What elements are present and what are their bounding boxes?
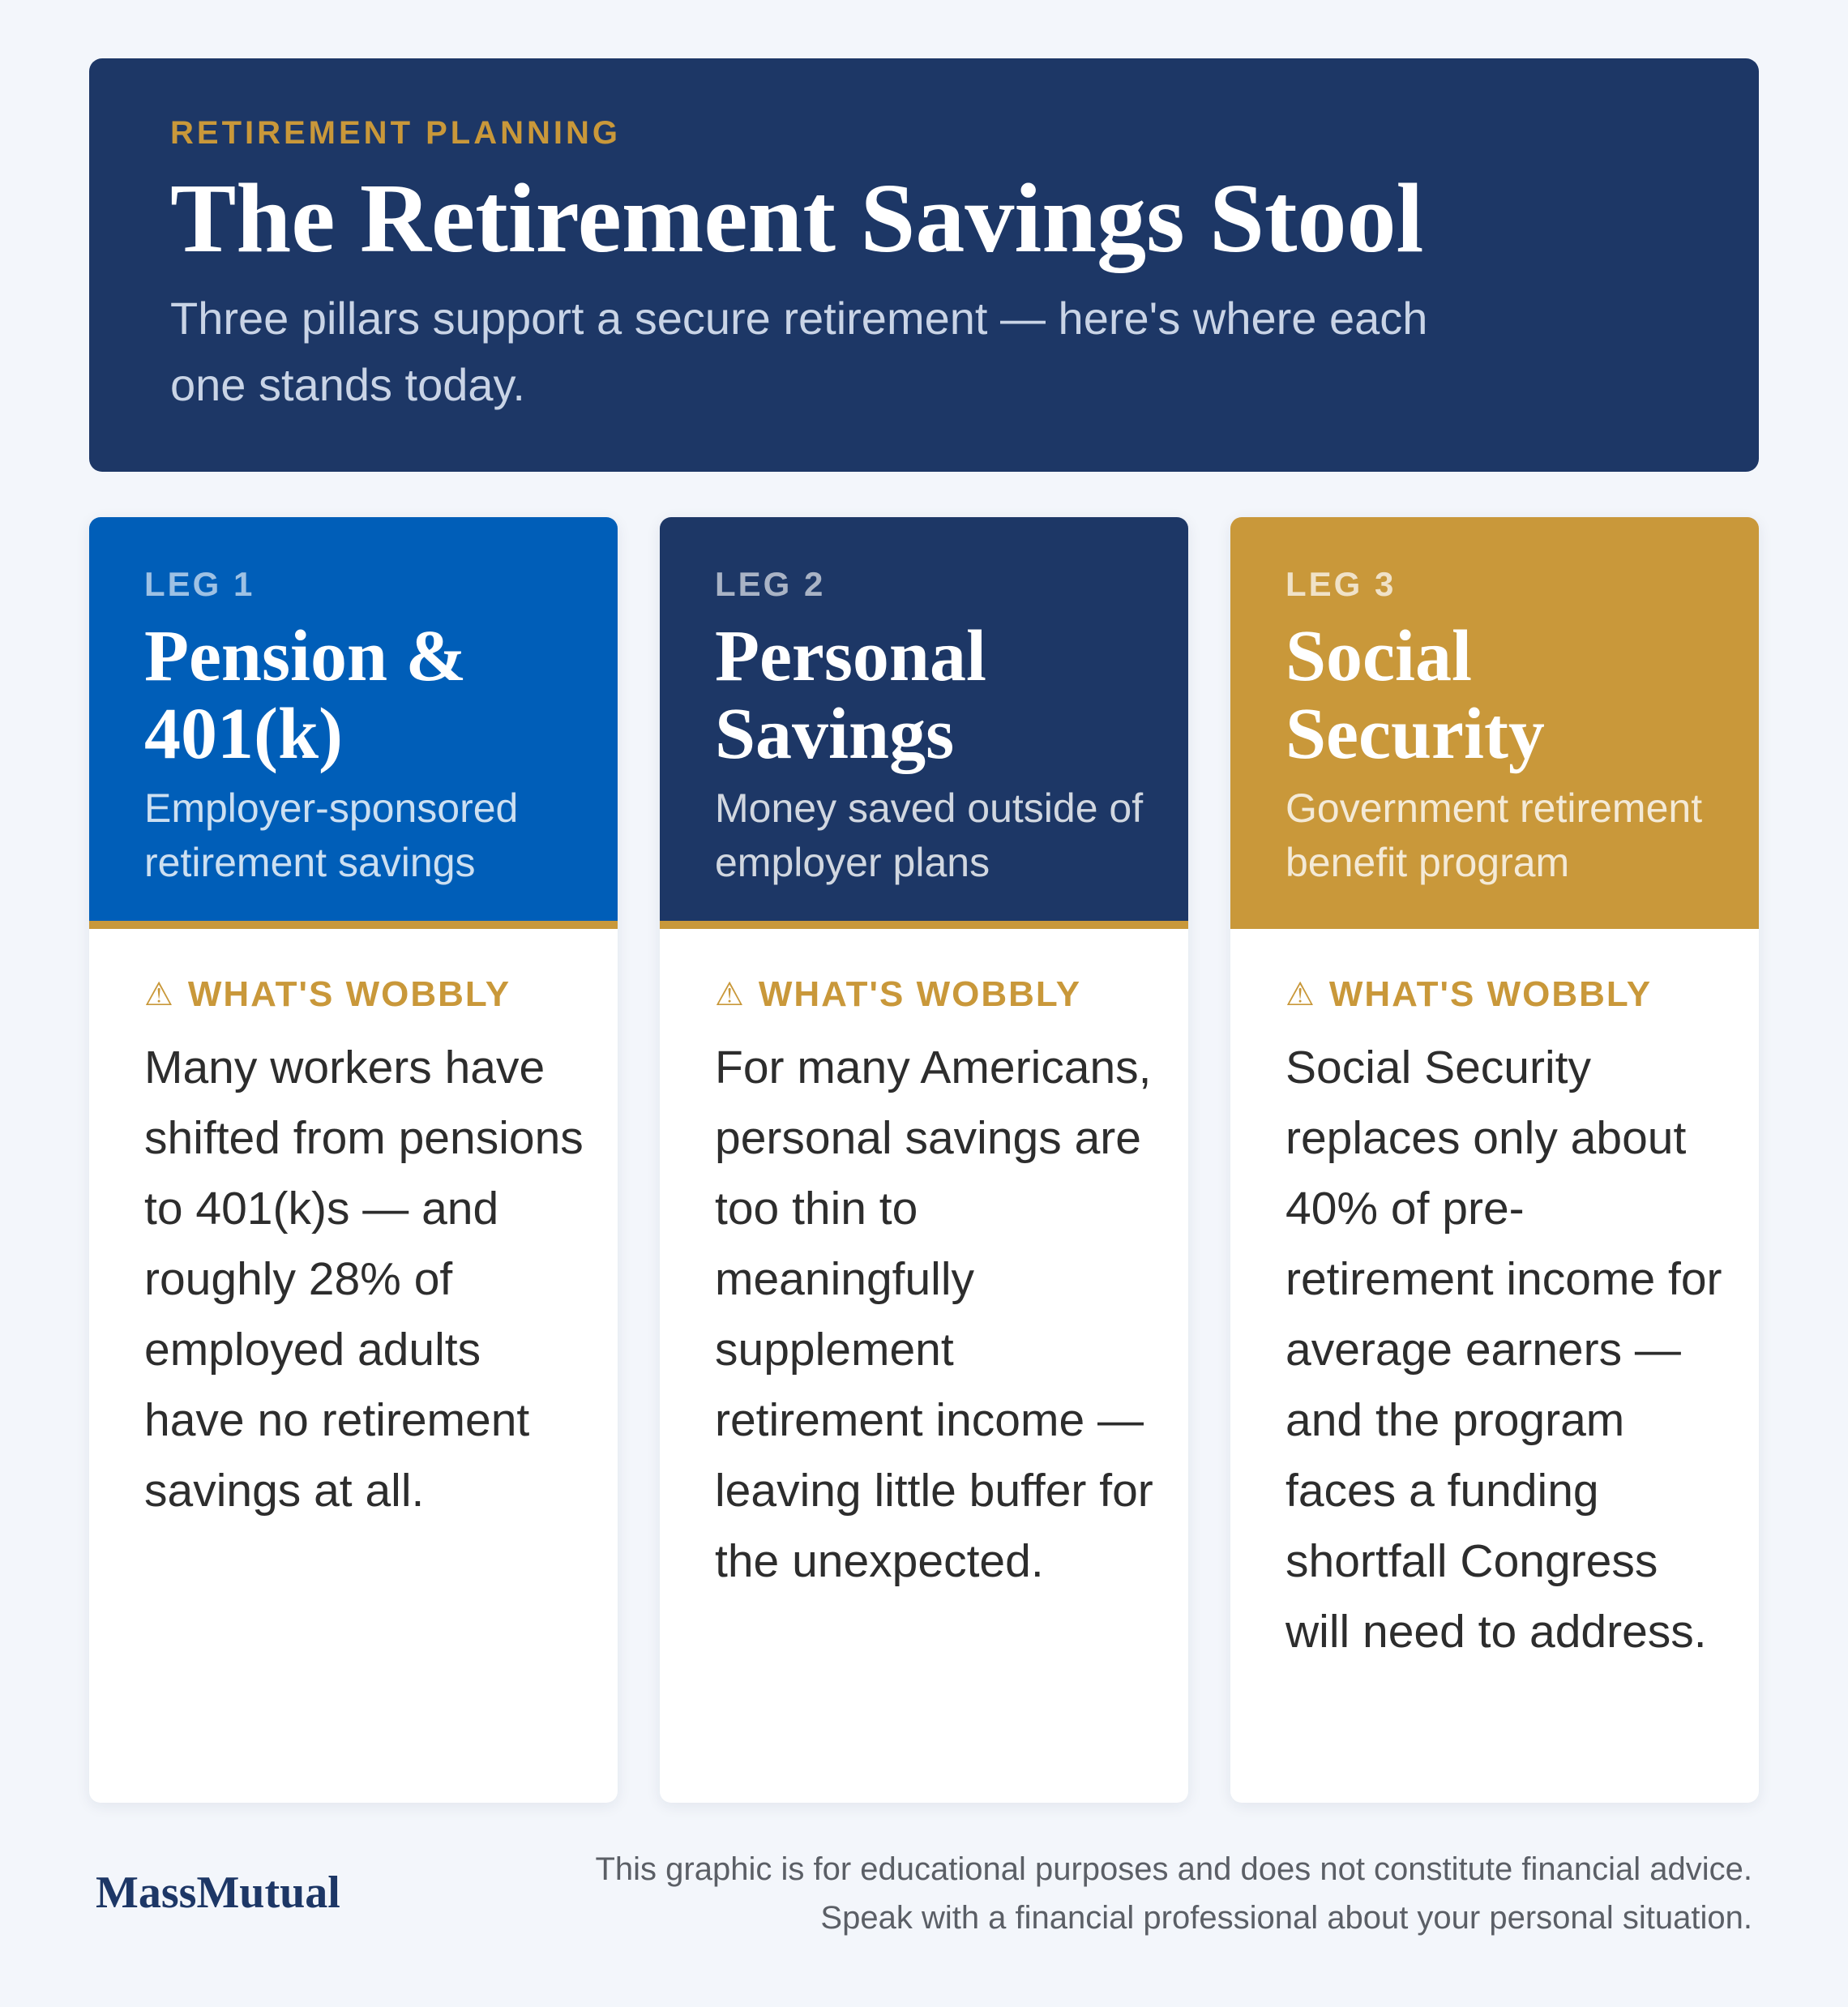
- page-subtitle: Three pillars support a secure retirement — here's where each one stands today.: [170, 293, 1428, 410]
- card-subtitle: Government retirement benefit program: [1285, 785, 1703, 885]
- warning-icon: ⚠: [715, 976, 746, 1013]
- card-body-text: Many workers have shifted from pensions to 401(k)s — and roughly 28% of employed adults have no retirement savings at all.: [144, 1042, 584, 1517]
- card-title: Personal Savings: [715, 616, 986, 774]
- page-title: The Retirement Savings Stool: [170, 164, 1424, 273]
- wobbly-label: WHAT'S WOBBLY: [187, 974, 511, 1014]
- disclaimer: [456, 1845, 1752, 1942]
- eyebrow-label: RETIREMENT PLANNING: [170, 115, 621, 151]
- card-header: [1230, 517, 1759, 929]
- wobbly-label: WHAT'S WOBBLY: [758, 974, 1082, 1014]
- card-body: [1230, 929, 1759, 1667]
- cards-row: [89, 517, 1759, 1803]
- card-body-text: Social Security replaces only about 40% of pre-retirement income for average earners — and the program faces a funding shortfall Congress will need to address.: [1285, 1042, 1722, 1658]
- header-banner: [89, 58, 1759, 472]
- card-title: Pension & 401(k): [144, 616, 467, 774]
- card-subtitle: Employer-sponsored retirement savings: [144, 785, 519, 885]
- card-body: [89, 929, 618, 1526]
- wobbly-heading: [715, 974, 1156, 1015]
- leg-label: LEG 3: [1285, 565, 1397, 603]
- card-body-text: For many Americans, personal savings are too thin to meaningfully supplement retirement income — leaving little buffer for the unexpected.: [715, 1042, 1153, 1587]
- wobbly-heading: [144, 974, 585, 1015]
- card-subtitle: Money saved outside of employer plans: [715, 785, 1144, 885]
- warning-icon: ⚠: [1285, 976, 1316, 1013]
- warning-icon: ⚠: [144, 976, 175, 1013]
- card-pension-401k: [89, 517, 618, 1803]
- card-personal-savings: [660, 517, 1188, 1803]
- card-header: [89, 517, 618, 929]
- leg-label: LEG 1: [144, 565, 255, 603]
- card-header: [660, 517, 1188, 929]
- wobbly-label: WHAT'S WOBBLY: [1328, 974, 1653, 1014]
- massmutual-logo: MassMutual: [96, 1868, 340, 1918]
- leg-label: LEG 2: [715, 565, 826, 603]
- card-body: [660, 929, 1188, 1597]
- disclaimer-line-1: This graphic is for educational purposes and does not constitute financial advice.: [595, 1851, 1752, 1887]
- card-title: Social Security: [1285, 616, 1545, 774]
- wobbly-heading: [1285, 974, 1726, 1015]
- disclaimer-line-2: Speak with a financial professional about your personal situation.: [820, 1900, 1752, 1936]
- card-social-security: [1230, 517, 1759, 1803]
